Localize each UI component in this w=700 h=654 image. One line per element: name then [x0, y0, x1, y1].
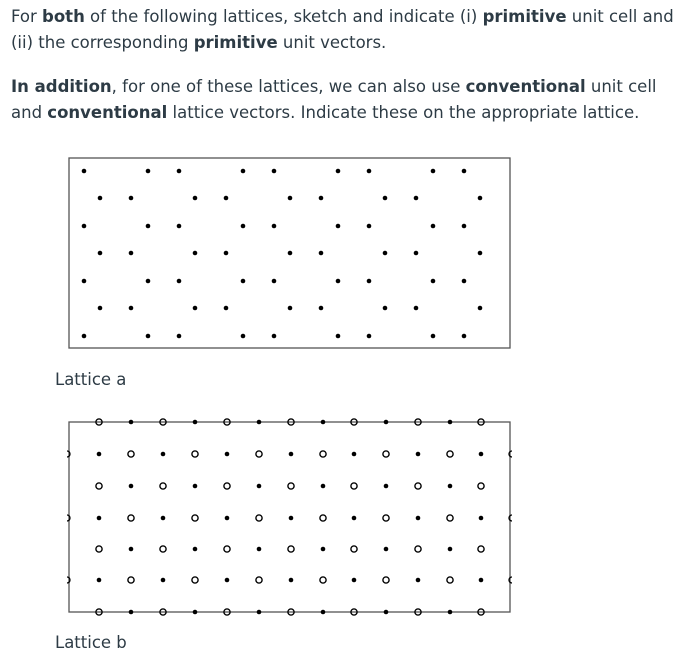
- lattice-point: [288, 251, 293, 256]
- lattice-point-open: [288, 546, 294, 552]
- lattice-point-filled: [129, 420, 134, 425]
- lattice-point-open: [192, 577, 198, 583]
- lattice-point-filled: [352, 452, 357, 457]
- lattice-point-open: [320, 577, 326, 583]
- lattice-point-filled: [193, 547, 198, 552]
- lattice-point: [272, 224, 277, 229]
- lattice-point-open: [288, 483, 294, 489]
- lattice-point-filled: [384, 484, 389, 489]
- lattice-point-filled: [161, 452, 166, 457]
- lattice-point: [241, 169, 246, 174]
- lattice-point-filled: [193, 420, 198, 425]
- lattice-point-open: [256, 451, 262, 457]
- lattice-point-filled: [448, 610, 453, 615]
- lattice-point-filled: [289, 578, 294, 583]
- lattice-point-filled: [416, 516, 421, 521]
- lattice-point-filled: [321, 484, 326, 489]
- text-run: lattice vectors. Indicate these on the appropriate lattice.: [167, 103, 640, 122]
- lattice-point-open: [478, 546, 484, 552]
- lattice-point: [241, 279, 246, 284]
- lattice-point: [272, 169, 277, 174]
- lattice-point: [288, 306, 293, 311]
- lattice-point-filled: [416, 452, 421, 457]
- lattice-a-figure: [0, 150, 700, 360]
- lattice-point: [241, 334, 246, 339]
- lattice-point-filled: [257, 610, 262, 615]
- instruction-paragraph-1: [11, 4, 691, 56]
- lattice-point-filled: [225, 452, 230, 457]
- lattice-point: [241, 224, 246, 229]
- emphasis-conventional: conventional: [47, 103, 168, 122]
- lattice-point: [431, 279, 436, 284]
- lattice-point-open: [224, 483, 230, 489]
- lattice-point: [367, 334, 372, 339]
- lattice-point: [146, 224, 151, 229]
- lattice-point-open: [96, 483, 102, 489]
- lattice-point-filled: [352, 516, 357, 521]
- lattice-point: [129, 196, 134, 201]
- lattice-point: [431, 169, 436, 174]
- lattice-point-filled: [225, 516, 230, 521]
- lattice-point: [431, 334, 436, 339]
- lattice-point-open: [447, 515, 453, 521]
- lattice-point: [146, 334, 151, 339]
- lattice-point-filled: [225, 578, 230, 583]
- instruction-paragraph-2: [11, 74, 691, 126]
- lattice-point: [98, 196, 103, 201]
- lattice-point: [414, 251, 419, 256]
- lattice-point: [272, 279, 277, 284]
- lattice-point-filled: [479, 516, 484, 521]
- lattice-point-filled: [193, 484, 198, 489]
- lattice-point-filled: [321, 420, 326, 425]
- lattice-point: [367, 224, 372, 229]
- lattice-point-open: [192, 451, 198, 457]
- lattice-point: [177, 334, 182, 339]
- lattice-point-filled: [289, 452, 294, 457]
- lattice-point: [462, 279, 467, 284]
- lattice-point: [336, 169, 341, 174]
- text-run: of the following lattices, sketch and indicate (i): [84, 7, 483, 26]
- lattice-point: [319, 251, 324, 256]
- lattice-point: [82, 169, 87, 174]
- lattice-point-open: [224, 546, 230, 552]
- lattice-point: [146, 169, 151, 174]
- lattice-point: [129, 306, 134, 311]
- lattice-point-filled: [129, 484, 134, 489]
- lattice-point-open: [415, 483, 421, 489]
- lattice-point: [336, 224, 341, 229]
- lattice-point: [478, 251, 483, 256]
- lattice-point-filled: [384, 547, 389, 552]
- lattice-b-figure: [0, 410, 700, 620]
- lattice-point-open: [383, 451, 389, 457]
- lattice-point-filled: [97, 516, 102, 521]
- emphasis-in-addition: In addition: [11, 77, 112, 96]
- lattice-point: [383, 306, 388, 311]
- lattice-point: [319, 196, 324, 201]
- lattice-point-open: [128, 451, 134, 457]
- text-run: unit vectors.: [277, 33, 387, 52]
- lattice-point-open: [128, 515, 134, 521]
- lattice-point: [82, 334, 87, 339]
- lattice-point: [224, 251, 229, 256]
- emphasis-primitive: primitive: [193, 33, 278, 52]
- lattice-point-filled: [97, 578, 102, 583]
- lattice-point: [193, 196, 198, 201]
- lattice-point: [177, 169, 182, 174]
- text-run: unit cell and (ii) the corresponding: [11, 7, 674, 52]
- lattice-point: [177, 224, 182, 229]
- lattice-point: [82, 224, 87, 229]
- lattice-point: [414, 306, 419, 311]
- text-run: For: [11, 7, 43, 26]
- lattice-point-filled: [257, 547, 262, 552]
- emphasis-conventional: conventional: [465, 77, 586, 96]
- lattice-point-filled: [352, 578, 357, 583]
- lattice-point-filled: [448, 420, 453, 425]
- lattice-point: [272, 334, 277, 339]
- lattice-point-open: [160, 546, 166, 552]
- lattice-point: [129, 251, 134, 256]
- text-run: , for one of these lattices, we can also use: [111, 77, 466, 96]
- lattice-point-open: [447, 577, 453, 583]
- lattice-point-filled: [479, 578, 484, 583]
- lattice-point: [224, 196, 229, 201]
- lattice-point: [462, 169, 467, 174]
- lattice-point-open: [256, 515, 262, 521]
- lattice-point: [431, 224, 436, 229]
- lattice-point: [98, 251, 103, 256]
- lattice-point: [98, 306, 103, 311]
- lattice-point-filled: [448, 547, 453, 552]
- lattice-point-open: [128, 577, 134, 583]
- lattice-point-filled: [161, 578, 166, 583]
- lattice-point: [336, 279, 341, 284]
- lattice-point: [462, 224, 467, 229]
- lattice-point-filled: [129, 610, 134, 615]
- lattice-point: [224, 306, 229, 311]
- lattice-point-open: [383, 515, 389, 521]
- emphasis-both: both: [42, 7, 85, 26]
- lattice-point: [462, 334, 467, 339]
- lattice-point-open: [478, 483, 484, 489]
- lattice-point-open: [415, 546, 421, 552]
- lattice-point: [193, 251, 198, 256]
- lattice-point-filled: [257, 420, 262, 425]
- lattice-point: [336, 334, 341, 339]
- lattice-point: [367, 279, 372, 284]
- lattice-b-caption: Lattice b: [55, 633, 127, 652]
- lattice-point: [383, 196, 388, 201]
- lattice-point-open: [192, 515, 198, 521]
- lattice-point-filled: [161, 516, 166, 521]
- lattice-point-filled: [193, 610, 198, 615]
- lattice-point: [177, 279, 182, 284]
- lattice-point-open: [96, 546, 102, 552]
- lattice-point: [367, 169, 372, 174]
- lattice-point-open: [383, 577, 389, 583]
- lattice-point-open: [447, 451, 453, 457]
- lattice-point: [478, 196, 483, 201]
- lattice-point-open: [351, 546, 357, 552]
- lattice-point-open: [320, 515, 326, 521]
- emphasis-primitive: primitive: [482, 7, 567, 26]
- lattice-point: [414, 196, 419, 201]
- text-run: unit cell and: [11, 77, 657, 122]
- lattice-point: [288, 196, 293, 201]
- lattice-point: [146, 279, 151, 284]
- lattice-point-filled: [129, 547, 134, 552]
- lattice-point-open: [160, 483, 166, 489]
- lattice-point-filled: [448, 484, 453, 489]
- lattice-point-filled: [479, 452, 484, 457]
- lattice-point: [319, 306, 324, 311]
- lattice-point-filled: [321, 610, 326, 615]
- lattice-point: [478, 306, 483, 311]
- lattice-point-filled: [416, 578, 421, 583]
- lattice-point-open: [256, 577, 262, 583]
- lattice-point-filled: [384, 420, 389, 425]
- lattice-point-open: [320, 451, 326, 457]
- lattice-point-filled: [97, 452, 102, 457]
- lattice-point-filled: [384, 610, 389, 615]
- lattice-point: [383, 251, 388, 256]
- lattice-a-caption: Lattice a: [55, 370, 127, 389]
- lattice-point-open: [351, 483, 357, 489]
- lattice-point-filled: [257, 484, 262, 489]
- lattice-point-filled: [289, 516, 294, 521]
- lattice-point: [82, 279, 87, 284]
- lattice-point: [193, 306, 198, 311]
- lattice-point-filled: [321, 547, 326, 552]
